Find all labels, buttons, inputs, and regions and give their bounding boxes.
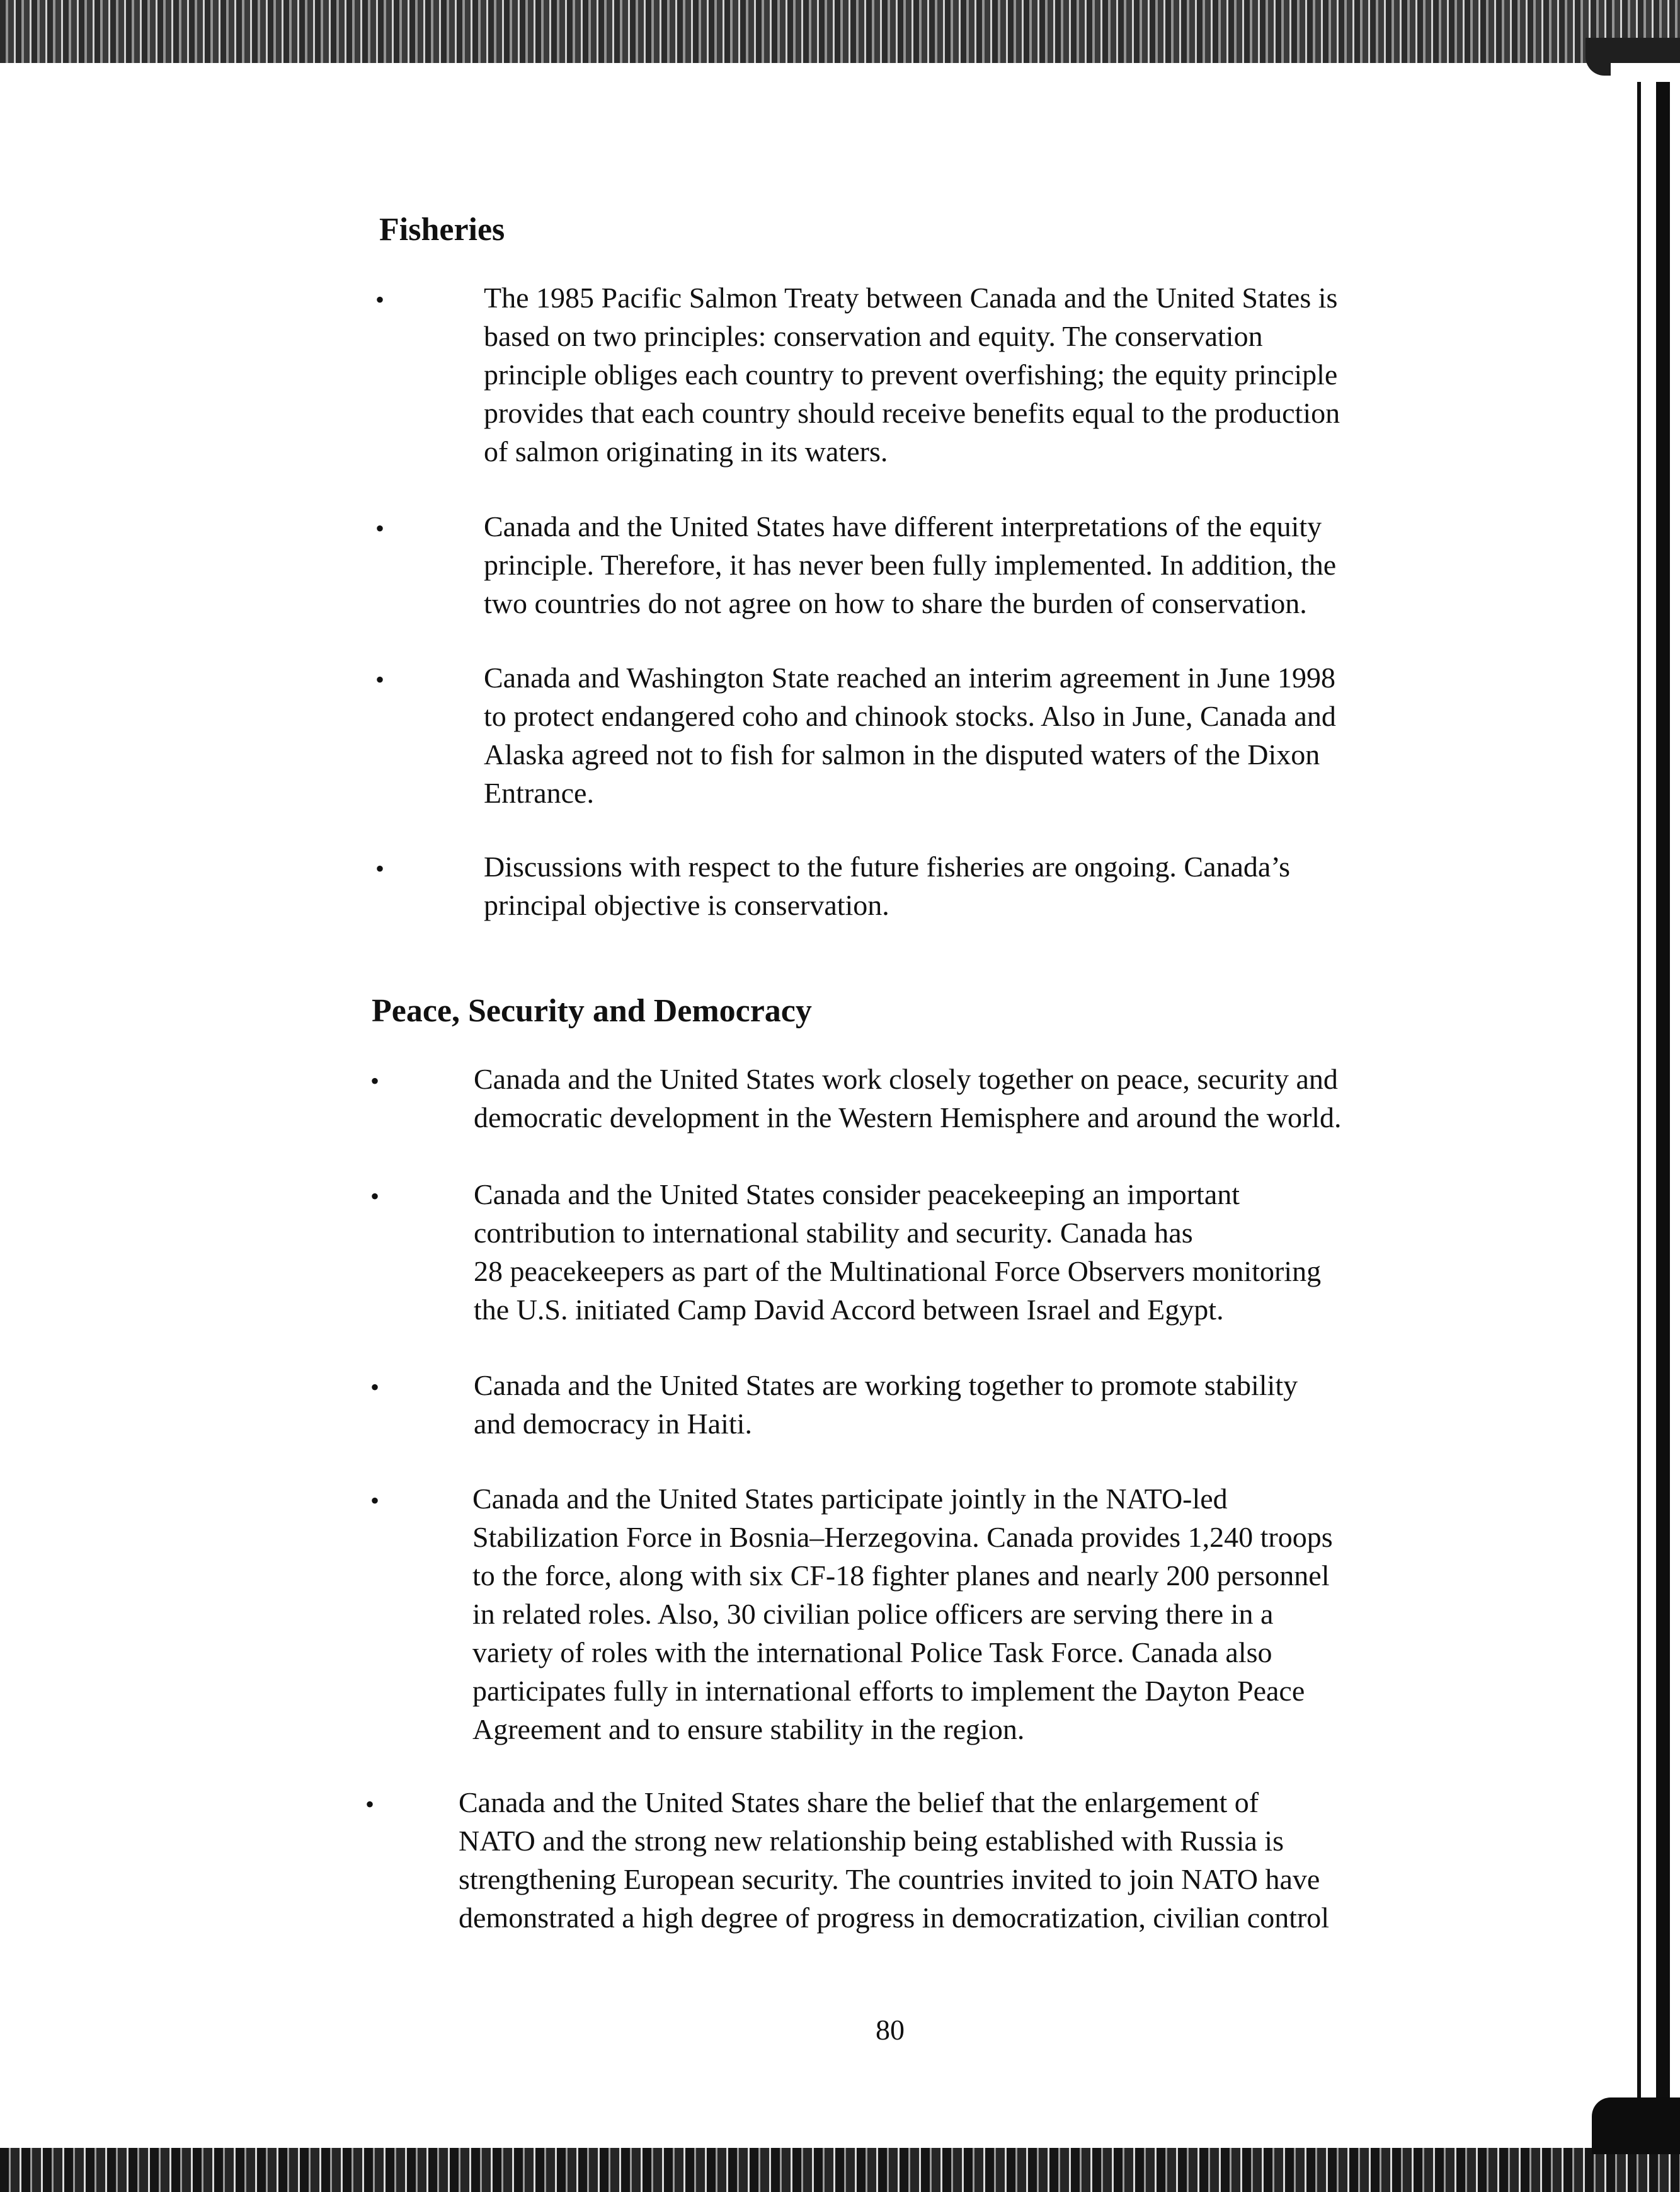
bullet-marker: • — [375, 285, 385, 314]
bullet-marker: • — [370, 1182, 380, 1210]
list-item-text: Canada and the United States share the belief that the enlargement of NATO and the strong new relationship being established with Russia is strengthening European security. The countries invited to join NATO have demonstrated a high degree of progress in democratization, civilian control — [459, 1786, 1330, 1934]
section-heading-peace-security-democracy: Peace, Security and Democracy — [372, 993, 812, 1029]
list-item-text: Canada and Washington State reached an interim agreement in June 1998 to protect endangered coho and chinook stocks. Also in June, Canada and Alaska agreed not to fish for salmon in the disputed waters of the Dixon Entrance. — [484, 662, 1336, 809]
bullet-marker: • — [375, 514, 385, 542]
bullet-marker: • — [365, 1790, 375, 1818]
list-item-text: The 1985 Pacific Salmon Treaty between Canada and the United States is based on two principles: conservation and equity. The conservation principle obliges each country to prevent overfishing; the equity principle provides that each country should receive benefits equal to the production of salmon originating in its waters. — [484, 282, 1340, 468]
list-item-text: Canada and the United States participate jointly in the NATO-led Stabilization Force in Bosnia–Herzegovina. Canada provides 1,240 troops to the force, along with six CF-18 fighter planes and nearly 200 personnel in related roles. Also, 30 civilian police officers are serving there in a variety of roles with the international Police Task Force. Canada also participates fully in international efforts to implement the Dayton Peace Agreement and to ensure stability in the region. — [472, 1483, 1333, 1745]
bullet-marker: • — [375, 665, 385, 694]
page-number: 80 — [876, 2014, 905, 2046]
list-item-text: Canada and the United States consider peacekeeping an important contribution to international stability and security. Canada has 28 peacekeepers as part of the Multinational Force Observers monitoring the U.S. initiated Camp David Accord between Israel and Egypt. — [474, 1178, 1322, 1326]
section-heading-fisheries: Fisheries — [379, 212, 505, 248]
scan-border-top — [0, 0, 1680, 63]
scan-border-right — [1611, 63, 1680, 2155]
list-item-text: Canada and the United States are working together to promote stability and democracy in Haiti. — [474, 1369, 1298, 1440]
list-item-text: Canada and the United States work closely together on peace, security and democratic development in the Western Hemisphere and around the world. — [474, 1063, 1342, 1133]
binding-line — [1637, 82, 1641, 2130]
bullet-marker: • — [375, 854, 385, 883]
scan-border-bottom — [0, 2148, 1680, 2192]
bullet-marker: • — [370, 1486, 380, 1515]
bullet-marker: • — [370, 1373, 380, 1401]
list-item-text: Canada and the United States have different interpretations of the equity principle. Therefore, it has never been fully implemented. In addition, the two countries do not agree on how to share the burden of conservation. — [484, 510, 1337, 619]
bullet-marker: • — [370, 1067, 380, 1095]
list-item-text: Discussions with respect to the future fisheries are ongoing. Canada’s principal objective is conservation. — [484, 851, 1291, 921]
binding-edge — [1656, 82, 1670, 2130]
